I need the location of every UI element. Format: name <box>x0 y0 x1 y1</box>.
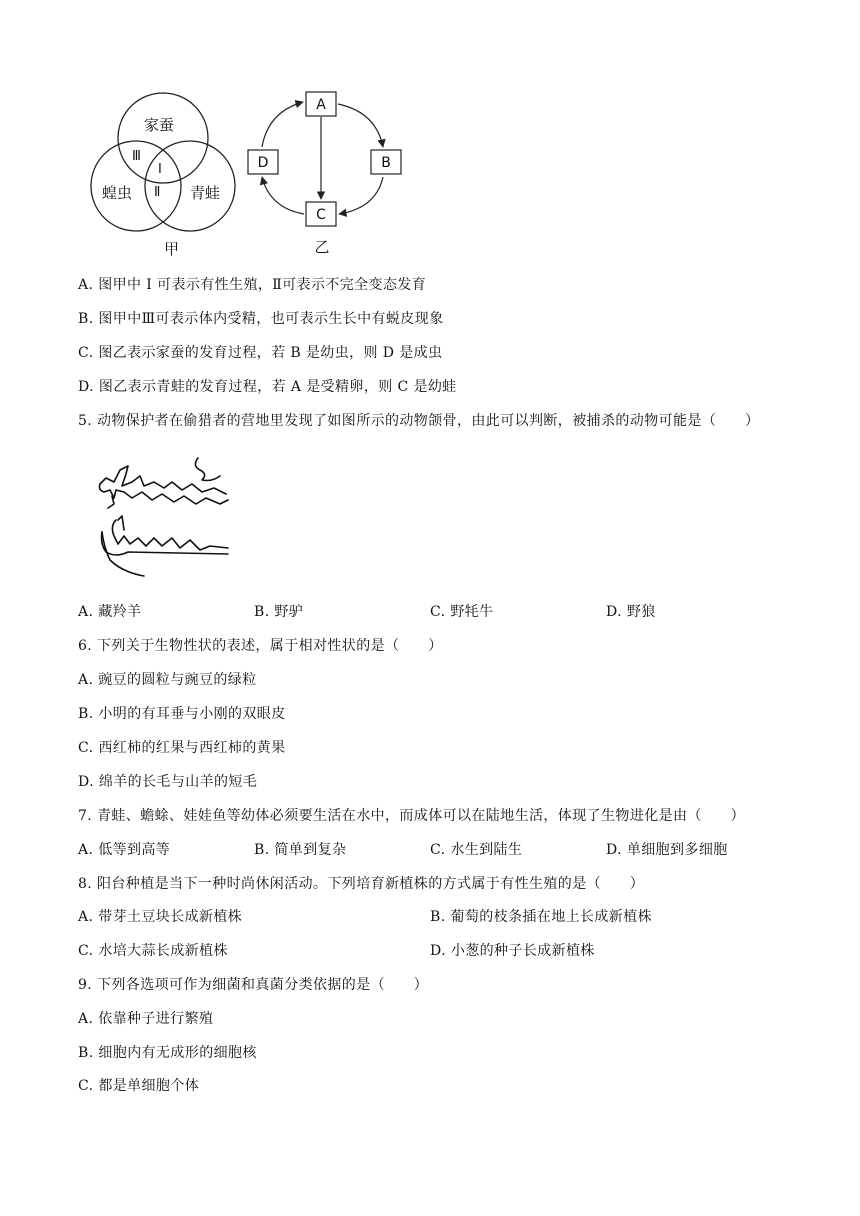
q7-option-b: B. 简单到复杂 <box>254 842 347 858</box>
q6-option-a: A. 豌豆的圆粒与豌豆的绿粒 <box>78 672 257 688</box>
q5-option-c: C. 野牦牛 <box>430 604 494 620</box>
cycle-label-b: B <box>381 155 391 171</box>
cycle-caption: 乙 <box>314 238 330 256</box>
cycle-label-c: C <box>316 207 326 223</box>
venn-caption: 甲 <box>164 240 180 258</box>
q8-option-d: D. 小葱的种子长成新植株 <box>430 943 595 959</box>
q5-option-b: B. 野驴 <box>254 604 304 620</box>
q5-stem: 5. 动物保护者在偷猎者的营地里发现了如图所示的动物颌骨，由此可以判断，被捕杀的动物可能是（ ） <box>78 413 760 429</box>
q4-option-b: B. 图甲中Ⅲ可表示体内受精，也可表示生长中有蜕皮现象 <box>78 311 444 327</box>
q9-option-c: C. 都是单细胞个体 <box>78 1078 200 1094</box>
venn-region-center: Ⅰ <box>158 162 162 177</box>
q8-stem: 8. 阳台种植是当下一种时尚休闲活动。下列培育新植株的方式属于有性生殖的是（ ） <box>78 876 645 892</box>
arrow-c-to-d <box>262 177 304 214</box>
q8-option-a: A. 带芽土豆块长成新植株 <box>78 909 243 925</box>
venn-region-left: Ⅲ <box>132 149 141 164</box>
venn-diagram <box>80 90 250 260</box>
q8-option-c: C. 水培大蒜长成新植株 <box>78 943 228 959</box>
q9-option-b: B. 细胞内有无成形的细胞核 <box>78 1045 257 1061</box>
q6-option-d: D. 绵羊的长毛与山羊的短毛 <box>78 774 258 790</box>
q6-option-b: B. 小明的有耳垂与小刚的双眼皮 <box>78 706 286 722</box>
q8-option-b: B. 葡萄的枝条插在地上长成新植株 <box>430 909 652 925</box>
q7-option-a: A. 低等到高等 <box>78 842 171 858</box>
q6-option-c: C. 西红柿的红果与西红柿的黄果 <box>78 740 286 756</box>
arrow-a-to-b <box>338 104 383 147</box>
jaw-bone-image <box>88 452 238 582</box>
venn-circle-top <box>118 93 208 183</box>
q5-option-d: D. 野狼 <box>606 604 656 620</box>
q5-option-a: A. 藏羚羊 <box>78 604 142 620</box>
cycle-label-d: D <box>257 155 269 171</box>
q4-option-d: D. 图乙表示青蛙的发育过程，若 A 是受精卵，则 C 是幼蛙 <box>78 379 457 395</box>
q7-stem: 7. 青蛙、蟾蜍、娃娃鱼等幼体必须要生活在水中，而成体可以在陆地生活，体现了生物进化是由（ ） <box>78 808 746 824</box>
venn-label-top: 家蚕 <box>144 116 175 134</box>
arrow-b-to-c <box>339 177 383 214</box>
q9-option-a: A. 依靠种子进行繁殖 <box>78 1011 214 1027</box>
q7-option-d: D. 单细胞到多细胞 <box>606 842 728 858</box>
q6-stem: 6. 下列关于生物性状的表述，属于相对性状的是（ ） <box>78 638 443 654</box>
q4-option-c: C. 图乙表示家蚕的发育过程，若 B 是幼虫，则 D 是成虫 <box>78 345 443 361</box>
q9-stem: 9. 下列各选项可作为细菌和真菌分类依据的是（ ） <box>78 977 429 993</box>
cycle-label-a: A <box>316 97 326 113</box>
cycle-diagram <box>240 84 410 260</box>
venn-label-right: 青蛙 <box>190 184 221 202</box>
q4-option-a: A. 图甲中 I 可表示有性生殖，Ⅱ可表示不完全变态发育 <box>78 277 427 293</box>
venn-label-left: 蝗虫 <box>102 184 133 202</box>
arrow-d-to-a <box>262 102 303 147</box>
venn-region-bottom: Ⅱ <box>154 185 161 200</box>
q7-option-c: C. 水生到陆生 <box>430 842 523 858</box>
